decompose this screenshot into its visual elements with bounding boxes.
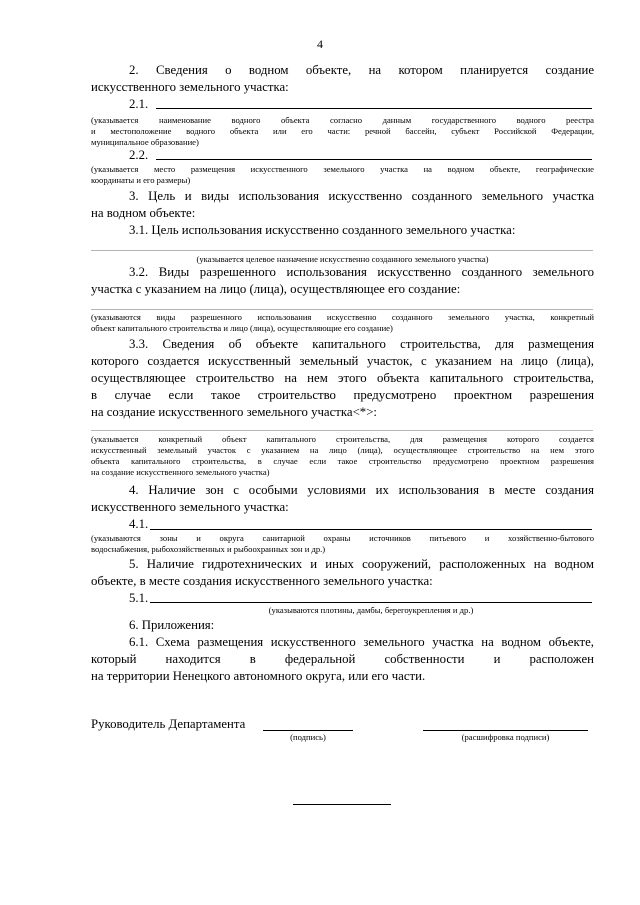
item-6-1-text xyxy=(91,634,594,685)
page-number: 4 xyxy=(317,37,323,51)
section-4-heading-line-2: искусственного земельного участка: xyxy=(91,500,289,514)
item-2-2-fill-line[interactable] xyxy=(156,159,592,160)
section-2-heading xyxy=(91,62,594,96)
item-3-3-line-3: осуществляющее строительство на нем этого объекта капитального строительства, xyxy=(91,371,594,385)
item-3-1-fill-line[interactable] xyxy=(91,250,593,251)
item-3-3-fill-line[interactable] xyxy=(91,430,593,431)
item-3-3-note-line-1: (указывается конкретный объект капитального строительства, для размещения которого создается xyxy=(91,434,594,444)
signature-title: Руководитель Департамента xyxy=(91,717,246,731)
section-3-heading xyxy=(91,188,594,222)
item-2-1-note-line-2: и местоположение водного объекта или его части: речной бассейн, субъект Российской Федерации, xyxy=(91,126,594,136)
section-3-heading-line-2: на водном объекте: xyxy=(91,206,196,220)
footnote-separator xyxy=(293,804,391,805)
item-3-2-note-line-2: объект капитального строительства и лицо (лица), осуществляющие его создание) xyxy=(91,323,393,333)
item-2-1-note-line-1: (указывается наименование водного объекта согласно данным государственного водного реестра xyxy=(91,115,594,125)
item-2-2-note-line-2: координаты и его размеры) xyxy=(91,175,191,185)
item-2-1-label: 2.1. xyxy=(129,97,149,111)
item-5-1-label: 5.1. xyxy=(129,591,149,605)
section-5-heading-line-2: объекте, в месте создания искусственного земельного участка: xyxy=(91,574,433,588)
item-6-1-line-3: на территории Ненецкого автономного округа, или его части. xyxy=(91,669,426,683)
section-6-heading xyxy=(91,617,594,634)
item-4-1-note-line-1: (указываются зоны и округа санитарной охраны источников питьевого и хозяйственно-бытового xyxy=(91,533,594,543)
section-5-heading-line-1: 5. Наличие гидротехнических и иных сооружений, расположенных на водном xyxy=(129,557,594,571)
item-5-1-note: (указываются плотины, дамбы, берегоукрепления и др.) xyxy=(268,605,474,615)
item-3-3-line-4: в случае если такое строительство предусмотрено проектном разрешения xyxy=(91,388,594,402)
item-2-2-label: 2.2. xyxy=(129,148,149,162)
section-3-heading-line-1: 3. Цель и виды использования искусственно созданного земельного участка xyxy=(129,189,594,203)
signature-decode-caption: (расшифровка подписи) xyxy=(461,732,550,742)
item-5-1-fill-line[interactable] xyxy=(150,602,592,603)
item-3-3-note-line-3: объекта капитального строительства, в случае если такое строительство предусмотрено проектном разрешения xyxy=(91,456,594,466)
item-2-1-note xyxy=(91,115,594,148)
section-4-heading xyxy=(91,482,594,516)
item-3-1-line: 3.1. Цель использования искусственно созданного земельного участка: xyxy=(129,223,516,237)
signature-caption: (подпись) xyxy=(290,732,326,742)
section-2-heading-line-2: искусственного земельного участка: xyxy=(91,80,289,94)
item-3-2-note-line-1: (указываются виды разрешенного использования искусственно созданного земельного участка, конкретный xyxy=(91,312,594,322)
item-3-2-note xyxy=(91,312,594,334)
item-2-1-fill-line[interactable] xyxy=(156,108,592,109)
item-3-1-note: (указывается целевое назначение искусственно созданного земельного участка) xyxy=(196,254,489,264)
item-3-3-note-line-4: на создание искусственного земельного участка) xyxy=(91,467,270,477)
item-4-1-label: 4.1. xyxy=(129,517,149,531)
item-3-3-note xyxy=(91,434,594,478)
item-6-1-line-2: который находится в федеральной собственности и расположен xyxy=(91,652,594,666)
item-4-1-note-line-2: водоснабжения, рыбохозяйственных и рыбоохранных зон и др.) xyxy=(91,544,326,554)
item-3-2-line-1: 3.2. Виды разрешенного использования искусственно созданного земельного xyxy=(129,265,594,279)
signature-decode-line[interactable] xyxy=(423,730,588,731)
section-6-heading-line: 6. Приложения: xyxy=(129,618,215,632)
item-3-2-text xyxy=(91,264,594,298)
item-4-1-note xyxy=(91,533,594,555)
item-3-3-note-line-2: искусственный земельный участок с указанием на лицо (лица), осуществляющее строительство на нем этого xyxy=(91,445,594,455)
item-6-1-line-1: 6.1. Схема размещения искусственного земельного участка на водном объекте, xyxy=(129,635,594,649)
section-5-heading xyxy=(91,556,594,590)
item-3-3-text xyxy=(91,336,594,421)
section-4-heading-line-1: 4. Наличие зон с особыми условиями их использования в месте создания xyxy=(129,483,594,497)
section-2-heading-line-1: 2. Сведения о водном объекте, на котором планируется создание xyxy=(129,63,594,77)
item-3-2-fill-line[interactable] xyxy=(91,309,593,310)
item-3-2-line-2: участка с указанием на лицо (лица), осуществляющее его создание: xyxy=(91,282,461,296)
item-3-3-line-5: на создание искусственного земельного участка<*>: xyxy=(91,405,377,419)
signature-line[interactable] xyxy=(263,730,353,731)
item-4-1-fill-line[interactable] xyxy=(150,529,592,530)
item-3-3-line-1: 3.3. Сведения об объекте капитального строительства, для размещения xyxy=(129,337,594,351)
item-2-2-note xyxy=(91,164,594,186)
item-2-2-note-line-1: (указывается место размещения искусственного земельного участка на водном объекте, географические xyxy=(91,164,594,174)
item-3-1-text xyxy=(91,222,594,239)
item-3-3-line-2: которого создается искусственный земельный участок, с указанием на лицо (лица), xyxy=(91,354,594,368)
item-2-1-note-line-3: муниципальное образование) xyxy=(91,137,199,147)
